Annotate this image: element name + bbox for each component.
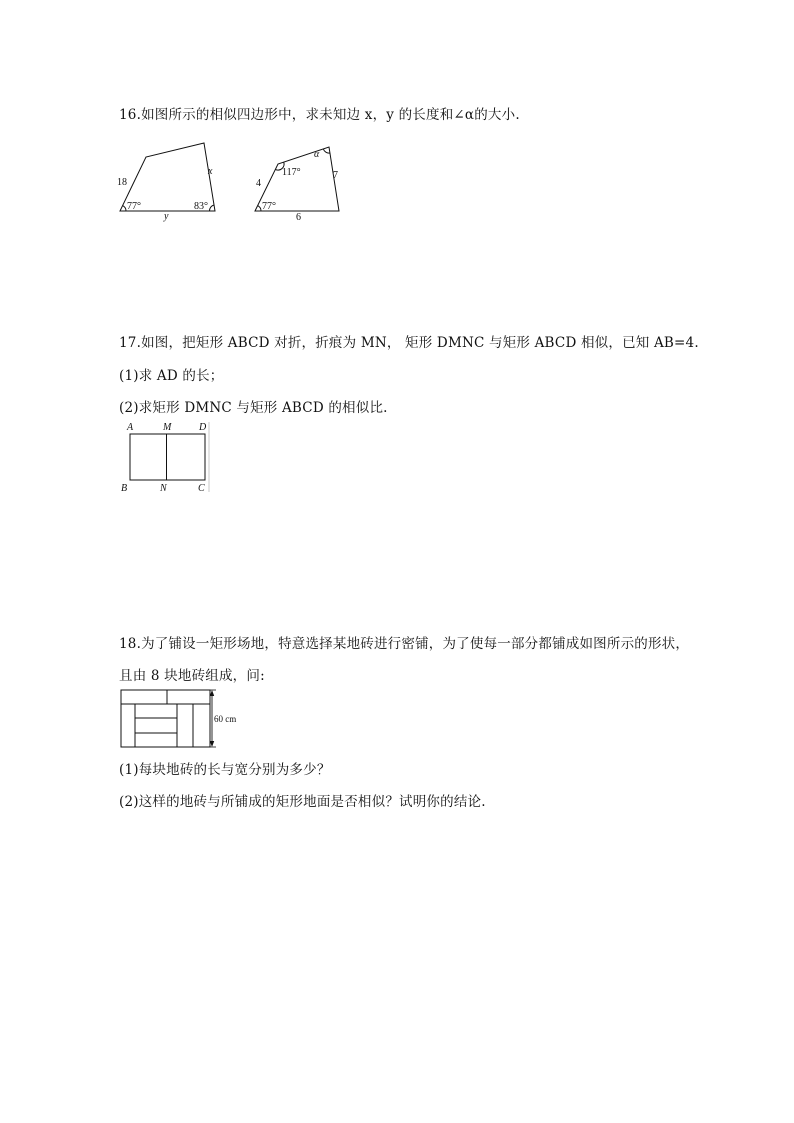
q18-text-line1: 18.为了铺设一矩形场地，特意选择某地砖进行密铺，为了使每一部分都铺成如图所示的形状，: [119, 636, 690, 652]
q18-figure: [118, 686, 248, 752]
point-N-label: N: [160, 483, 167, 494]
point-C-label: C: [198, 483, 205, 494]
fig2-angle-top-left-label: 117°: [282, 167, 301, 178]
fig1-angle-right-label: 83°: [194, 201, 208, 212]
fig2-side-bottom-label: 6: [296, 212, 301, 223]
q17-sub1: (1)求 AD 的长；: [119, 368, 224, 384]
q17-figure: [118, 420, 218, 496]
q18-sub1: (1)每块地砖的长与宽分别为多少？: [119, 762, 331, 778]
q16-figure-2: [250, 135, 360, 225]
fig1-side-bottom-label: y: [164, 211, 169, 222]
q16-text: 16.如图所示的相似四边形中，求未知边 x，y 的长度和∠α的大小.: [119, 107, 520, 123]
point-B-label: B: [121, 483, 128, 494]
fig2-angle-bottom-left-label: 77°: [262, 201, 276, 212]
fig1-side-right-label: x: [208, 166, 213, 177]
q17-text: 17.如图，把矩形 ABCD 对折，折痕为 MN， 矩形 DMNC 与矩形 ABCD 相似，已知 AB=4.: [119, 335, 699, 351]
fig2-side-left-label: 4: [256, 178, 261, 189]
q16-figure-1: [110, 140, 230, 225]
fig1-angle-left-label: 77°: [127, 201, 141, 212]
q18-sub2: (2)这样的地砖与所铺成的矩形地面是否相似？试明你的结论.: [119, 794, 486, 810]
point-A-label: A: [127, 422, 134, 433]
fig2-angle-top-right-label: α: [314, 149, 320, 160]
point-M-label: M: [163, 422, 172, 433]
fig2-side-right-label: 7: [333, 170, 338, 181]
dimension-label: 60 cm: [214, 714, 237, 724]
q18-text-line2: 且由 8 块地砖组成，问:: [119, 668, 265, 684]
point-D-label: D: [199, 422, 207, 433]
fig1-side-left-label: 18: [117, 177, 127, 188]
q17-sub2: (2)求矩形 DMNC 与矩形 ABCD 的相似比.: [119, 400, 388, 416]
